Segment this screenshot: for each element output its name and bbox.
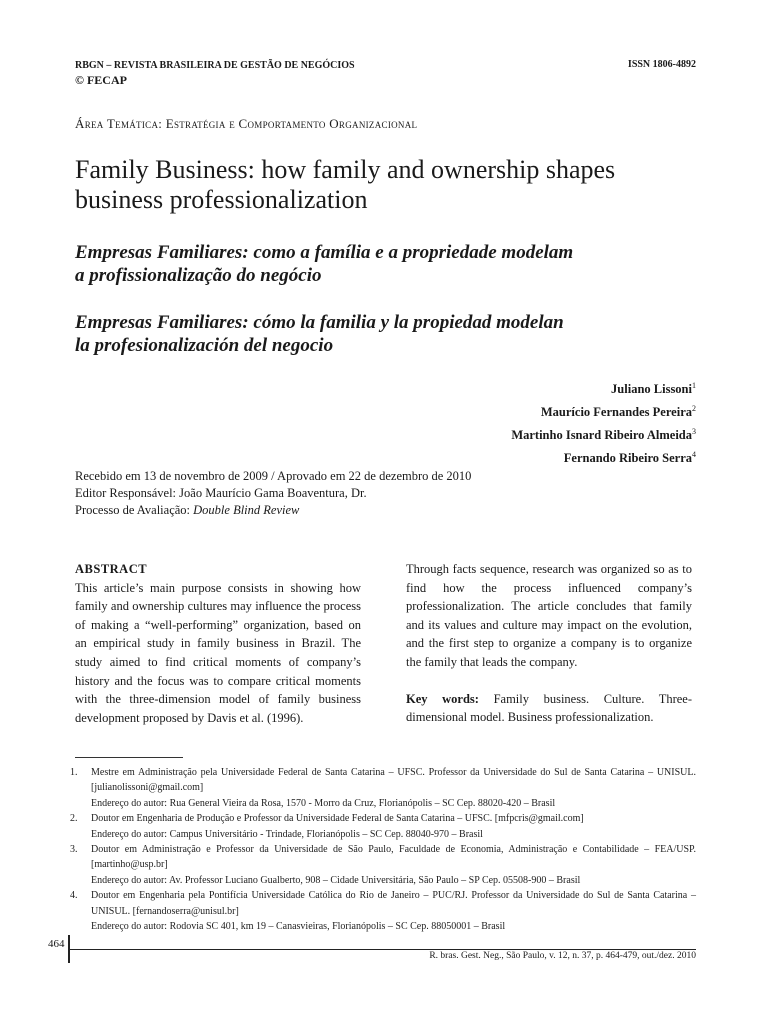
title-line-1: Family Business: how family and ownership shapes xyxy=(75,155,616,184)
responsible-editor: Editor Responsável: João Maurício Gama Boaventura, Dr. xyxy=(75,486,367,500)
submission-info xyxy=(75,468,471,519)
abstract-left-column xyxy=(75,560,361,727)
title-portuguese xyxy=(75,241,595,287)
keywords-list: Family business. Culture. Three-dimensional model. Business professionalization. xyxy=(406,691,693,725)
journal-name: RBGN – REVISTA BRASILEIRA DE GESTÃO DE NEGÓCIOS xyxy=(75,60,355,71)
abstract-text-part-1: This article’s main purpose consists in showing how family and ownership cultures may influence the process of making a “well-performing” organization, based on an empirical study in family business in Brazil. The study aimed to find critical moments of company’s history and the focus was to compare critical moments with the three-dimension model of family business development proposed by Davis et al. (1996). xyxy=(75,580,361,725)
author: Martinho Isnard Ribeiro Almeida$^3$ xyxy=(511,427,696,443)
author: Maurício Fernandes Pereira$^2$ xyxy=(540,404,696,420)
title-spanish xyxy=(75,311,595,357)
title-es-line-2: la profesionalización del negocio xyxy=(75,335,334,356)
abstract-text-part-2: Through facts sequence, research was organized so as to find how the process influenced company’s professionalization. The article concludes that family and its values and culture may impact on the evolution, and the first step to organize a company is to organize the family that leads the company. xyxy=(406,562,692,669)
thematic-area: Área Temática: Estratégia e Comportamento Organizacional xyxy=(75,116,418,131)
footnotes xyxy=(70,765,696,934)
received-date: Recebido em 13 de novembro de 2009 / Aprovado em 22 de dezembro de 2010 xyxy=(75,469,472,483)
title-pt-line-1: Empresas Familiares: como a família e a propriedade modelam xyxy=(75,242,574,263)
footnote: 2. Doutor em Engenharia de Produção e Professor da Universidade Federal de Santa Catarina – UFSC. [mfpcris@gmail.com] Endereço do autor: Campus Universitário - Trindade, Florianópolis – SC Cep. 88040-970 – Brasil xyxy=(70,813,584,840)
keywords-label: Key words: xyxy=(406,691,479,706)
keywords xyxy=(406,690,692,727)
footnote: 4. Doutor em Engenharia pela Pontifícia Universidade Católica do Rio de Janeiro – PUC/RJ. Professor da Universidade do Sul de Santa Catarina – UNISUL. [fernandoserra@unisul.br] Endereço do autor: Rodovia SC 401, km 19 – Canasvieiras, Florianópolis – SC Cep. 88050001 – Brasil xyxy=(70,890,696,933)
review-process: Processo de Avaliação: Double Blind Review xyxy=(75,503,300,517)
author: Juliano Lissoni$^1$ xyxy=(611,381,696,397)
footnote: 1. Mestre em Administração pela Universidade Federal de Santa Catarina – UFSC. Professor da Universidade do Sul de Santa Catarina – UNISUL. [julianolissoni@gmail.com] Endereço do autor: Rua General Vieira da Rosa, 1570 - Morro da Cruz, Florianópolis – SC Cep. 88020-420 – Brasil xyxy=(70,767,696,809)
article-title xyxy=(75,155,635,215)
journal-citation: R. bras. Gest. Neg., São Paulo, v. 12, n. 37, p. 464-479, out./dez. 2010 xyxy=(429,951,696,961)
title-line-2: business professionalization xyxy=(75,185,368,214)
issn: ISSN 1806-4892 xyxy=(627,59,696,70)
author-list xyxy=(511,376,696,469)
publisher: © FECAP xyxy=(75,73,127,87)
abstract-heading: ABSTRACT xyxy=(75,562,148,576)
journal-header xyxy=(75,59,355,87)
title-es-line-1: Empresas Familiares: cómo la familia y la propiedad modelan xyxy=(75,312,564,333)
footnote: 3. Doutor em Administração e Professor da Universidade de São Paulo, Faculdade de Economia, Administração e Contabilidade – FEA/USP. [martinho@usp.br] Endereço do autor: Av. Professor Luciano Gualberto, 908 – Cidade Universitária, São Paulo – SP Cep. 05508-900 – Brasil xyxy=(70,844,696,886)
author: Fernando Ribeiro Serra$^4$ xyxy=(563,450,696,466)
footnote-divider xyxy=(75,757,183,758)
page-number: 464 xyxy=(48,938,65,950)
footer-rule xyxy=(68,949,696,950)
title-pt-line-2: a profissionalização do negócio xyxy=(75,265,322,286)
abstract-right-column xyxy=(406,560,692,727)
